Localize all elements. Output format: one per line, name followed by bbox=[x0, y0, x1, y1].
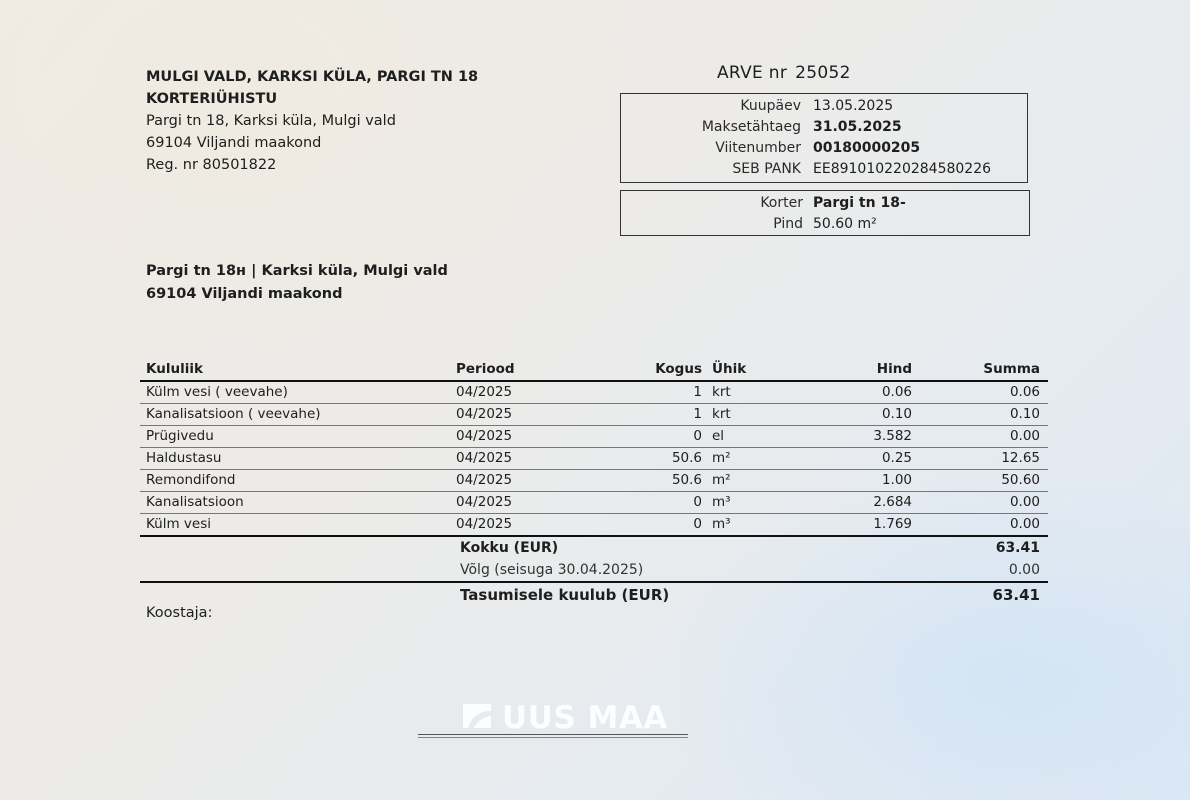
cell-quantity: 50.6 bbox=[671, 472, 702, 488]
cell-price: 0.25 bbox=[881, 450, 912, 466]
cell-period: 04/2025 bbox=[456, 384, 513, 400]
table-row bbox=[140, 426, 1048, 448]
cell-period: 04/2025 bbox=[456, 428, 513, 444]
header-unit: Ühik bbox=[712, 361, 747, 377]
recipient-address-line1: Pargi tn 18н | Karksi küla, Mulgi vald bbox=[146, 263, 448, 279]
cell-price: 0.06 bbox=[881, 384, 912, 400]
invoice-info-box bbox=[620, 93, 1028, 183]
header-cost-type: Kululiik bbox=[146, 361, 203, 377]
issuer-name-line2: KORTERIÜHISTU bbox=[146, 91, 278, 107]
field-value: 13.05.2025 bbox=[813, 98, 894, 114]
invoice-title bbox=[717, 63, 851, 83]
cell-unit: m² bbox=[712, 472, 731, 488]
cell-sum: 0.10 bbox=[1009, 406, 1040, 422]
cell-unit: krt bbox=[712, 406, 731, 422]
recipient-block bbox=[146, 260, 448, 306]
table-row bbox=[140, 382, 1048, 404]
logo-text: UUS MAA bbox=[502, 700, 668, 736]
debt-label: Võlg (seisuga 30.04.2025) bbox=[460, 562, 644, 578]
summary-payable-row bbox=[140, 583, 1048, 609]
cell-price: 2.684 bbox=[873, 494, 912, 510]
cell-cost-type: Remondifond bbox=[146, 472, 236, 488]
table-row bbox=[140, 514, 1048, 537]
cell-price: 3.582 bbox=[873, 428, 912, 444]
cell-quantity: 1 bbox=[693, 406, 702, 422]
table-row bbox=[140, 448, 1048, 470]
cell-sum: 0.00 bbox=[1009, 428, 1040, 444]
cell-quantity: 50.6 bbox=[671, 450, 702, 466]
header-period: Periood bbox=[456, 361, 515, 377]
recipient-address-line2: 69104 Viljandi maakond bbox=[146, 286, 343, 302]
invoice-title-label: ARVE nr bbox=[717, 63, 788, 83]
cell-unit: m³ bbox=[712, 516, 731, 532]
cell-cost-type: Külm vesi ( veevahe) bbox=[146, 384, 288, 400]
signature-line bbox=[418, 734, 688, 738]
cell-unit: el bbox=[712, 428, 725, 444]
cell-period: 04/2025 bbox=[456, 472, 513, 488]
cell-price: 1.769 bbox=[873, 516, 912, 532]
cell-unit: m² bbox=[712, 450, 731, 466]
total-label: Kokku (EUR) bbox=[460, 540, 559, 556]
field-label: Kuupäev bbox=[740, 98, 801, 114]
cell-cost-type: Kanalisatsioon bbox=[146, 494, 244, 510]
field-value: EE891010220284580226 bbox=[813, 161, 992, 177]
cell-period: 04/2025 bbox=[456, 494, 513, 510]
header-quantity: Kogus bbox=[655, 361, 702, 377]
header-sum: Summa bbox=[983, 361, 1040, 377]
debt-value: 0.00 bbox=[1008, 562, 1040, 578]
issuer-postal: 69104 Viljandi maakond bbox=[146, 135, 322, 151]
field-value: 50.60 m² bbox=[813, 216, 877, 232]
cell-sum: 12.65 bbox=[1001, 450, 1040, 466]
field-label: Viitenumber bbox=[715, 140, 801, 156]
cell-sum: 0.00 bbox=[1009, 516, 1040, 532]
cell-unit: m³ bbox=[712, 494, 731, 510]
issuer-block bbox=[146, 66, 478, 176]
invoice-number: 25052 bbox=[795, 63, 851, 83]
cell-sum: 50.60 bbox=[1001, 472, 1040, 488]
cell-quantity: 0 bbox=[693, 516, 702, 532]
cell-cost-type: Kanalisatsioon ( veevahe) bbox=[146, 406, 321, 422]
flat-info-box bbox=[620, 190, 1030, 236]
field-label: SEB PANK bbox=[732, 161, 801, 177]
table-row bbox=[140, 492, 1048, 514]
total-value: 63.41 bbox=[995, 540, 1040, 556]
cell-cost-type: Külm vesi bbox=[146, 516, 212, 532]
cell-price: 0.10 bbox=[881, 406, 912, 422]
uus-maa-logo bbox=[462, 700, 668, 736]
issuer-address: Pargi tn 18, Karksi küla, Mulgi vald bbox=[146, 113, 396, 129]
cell-cost-type: Haldustasu bbox=[146, 450, 222, 466]
header-price: Hind bbox=[876, 361, 912, 377]
field-value: 31.05.2025 bbox=[813, 119, 902, 135]
issuer-name-line1: MULGI VALD, KARKSI KÜLA, PARGI TN 18 bbox=[146, 69, 479, 85]
cell-quantity: 0 bbox=[693, 494, 702, 510]
cell-period: 04/2025 bbox=[456, 406, 513, 422]
field-label: Korter bbox=[760, 195, 803, 211]
cell-sum: 0.06 bbox=[1009, 384, 1040, 400]
cell-period: 04/2025 bbox=[456, 516, 513, 532]
summary-debt-row bbox=[140, 559, 1048, 583]
cell-quantity: 1 bbox=[693, 384, 702, 400]
field-label: Maksetähtaeg bbox=[701, 119, 801, 135]
cell-price: 1.00 bbox=[881, 472, 912, 488]
payable-value: 63.41 bbox=[992, 586, 1040, 604]
field-value: Pargi tn 18- bbox=[813, 195, 906, 211]
field-value: 00180000205 bbox=[813, 140, 921, 156]
cell-sum: 0.00 bbox=[1009, 494, 1040, 510]
cell-unit: krt bbox=[712, 384, 731, 400]
field-label: Pind bbox=[773, 216, 803, 232]
author-label: Koostaja: bbox=[146, 605, 213, 621]
cell-period: 04/2025 bbox=[456, 450, 513, 466]
charges-table bbox=[140, 359, 1048, 609]
table-header bbox=[140, 359, 1048, 382]
summary-total-row bbox=[140, 537, 1048, 559]
cell-quantity: 0 bbox=[693, 428, 702, 444]
payable-label: Tasumisele kuulub (EUR) bbox=[460, 586, 670, 604]
table-row bbox=[140, 470, 1048, 492]
uus-maa-logo-icon bbox=[462, 703, 492, 733]
table-row bbox=[140, 404, 1048, 426]
issuer-reg-number: Reg. nr 80501822 bbox=[146, 157, 277, 173]
cell-cost-type: Prügivedu bbox=[146, 428, 214, 444]
